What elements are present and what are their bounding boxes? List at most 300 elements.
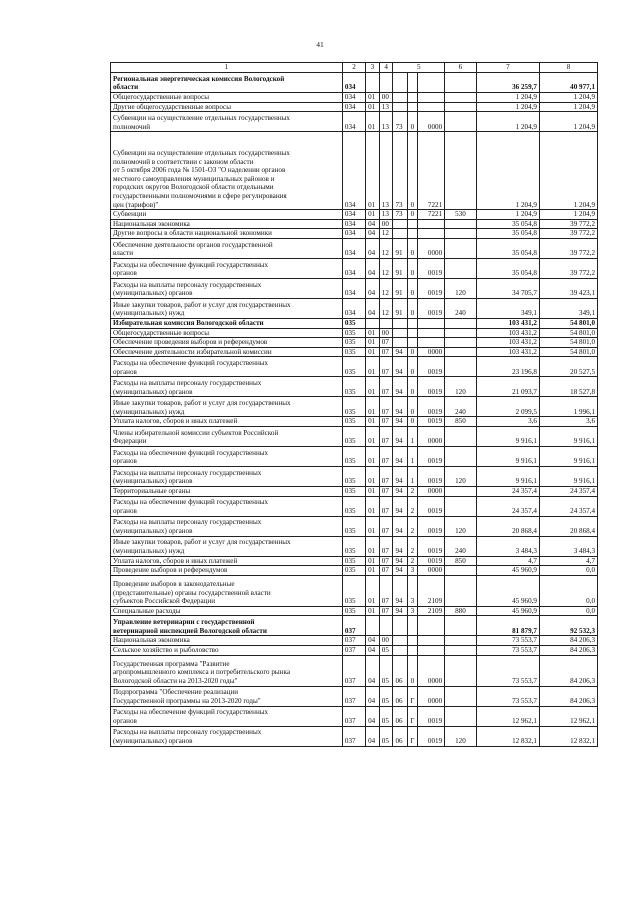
subprogram-code-cell: 0 (408, 258, 417, 278)
section-code-cell: 04 (366, 726, 380, 746)
direction-code-cell: 0019 (417, 536, 444, 556)
section-code-cell: 04 (366, 686, 380, 706)
table-row (111, 575, 598, 606)
row-name-cell: Общегосударственные вопросы (111, 93, 343, 103)
subprogram-code-cell (408, 338, 417, 348)
table-row (111, 706, 598, 726)
table-row (111, 73, 598, 93)
subprogram-code-cell (408, 636, 417, 646)
admin-code-cell: 035 (342, 466, 365, 486)
section-code-cell: 01 (366, 486, 380, 496)
expense-type-cell (445, 706, 477, 726)
expense-type-cell (445, 328, 477, 338)
row-name-cell: Расходы на выплаты персоналу государственных (муниципальных) органов (111, 466, 343, 486)
row-name-cell: Национальная экономика (111, 219, 343, 229)
amount-year1-cell: 1 204,9 (476, 102, 539, 112)
section-code-cell: 01 (366, 496, 380, 516)
amount-year2-cell: 1 204,9 (539, 102, 597, 112)
expense-type-cell: 120 (445, 726, 477, 746)
program-code-cell: 94 (393, 566, 408, 576)
subsection-code-cell: 05 (379, 726, 393, 746)
section-code-cell (366, 73, 380, 93)
section-code-cell: 04 (366, 219, 380, 229)
subprogram-code-cell: 2 (408, 486, 417, 496)
direction-code-cell: 0019 (417, 377, 444, 397)
row-name-cell: Субвенции на осуществление отдельных государственных полномочий (111, 112, 343, 132)
admin-code-cell: 037 (342, 616, 365, 636)
expense-type-cell (445, 347, 477, 357)
amount-year1-cell: 24 357,4 (476, 496, 539, 516)
amount-year1-cell: 1 204,9 (476, 210, 539, 220)
admin-code-cell: 035 (342, 338, 365, 348)
section-code-cell: 04 (366, 238, 380, 258)
program-code-cell: 94 (393, 575, 408, 606)
table-row (111, 318, 598, 328)
subsection-code-cell: 05 (379, 655, 393, 686)
direction-code-cell: 0019 (417, 496, 444, 516)
subprogram-code-cell: 2 (408, 516, 417, 536)
expense-type-cell: 240 (445, 536, 477, 556)
program-code-cell: 06 (393, 726, 408, 746)
amount-year2-cell: 54 801,0 (539, 338, 597, 348)
expense-type-cell (445, 258, 477, 278)
subprogram-code-cell: 1 (408, 426, 417, 446)
amount-year1-cell: 35 054,8 (476, 229, 539, 239)
direction-code-cell: 0019 (417, 446, 444, 466)
section-code-cell: 04 (366, 636, 380, 646)
amount-year1-cell: 103 431,2 (476, 328, 539, 338)
expense-type-cell (445, 112, 477, 132)
row-name-cell: Члены избирательной комиссии субъектов Российской Федерации (111, 426, 343, 446)
table-row (111, 726, 598, 746)
amount-year1-cell: 3 484,3 (476, 536, 539, 556)
subprogram-code-cell: 1 (408, 446, 417, 466)
amount-year2-cell: 9 916,1 (539, 446, 597, 466)
table-row (111, 496, 598, 516)
expense-type-cell (445, 426, 477, 446)
row-name-cell: Иные закупки товаров, работ и услуг для государственных (муниципальных) нужд (111, 536, 343, 556)
subprogram-code-cell: 0 (408, 132, 417, 210)
table-row (111, 446, 598, 466)
amount-year1-cell: 73 553,7 (476, 686, 539, 706)
subsection-code-cell: 07 (379, 357, 393, 377)
direction-code-cell (417, 102, 444, 112)
subprogram-code-cell (408, 93, 417, 103)
direction-code-cell: 0019 (417, 466, 444, 486)
section-code-cell (366, 318, 380, 328)
subsection-code-cell: 07 (379, 556, 393, 566)
amount-year2-cell: 1 204,9 (539, 93, 597, 103)
amount-year2-cell: 1 204,9 (539, 132, 597, 210)
row-name-cell: Общегосударственные вопросы (111, 328, 343, 338)
section-code-cell: 01 (366, 347, 380, 357)
subprogram-code-cell (408, 328, 417, 338)
subprogram-code-cell (408, 73, 417, 93)
row-name-cell: Обеспечение проведения выборов и референдумов (111, 338, 343, 348)
amount-year1-cell: 20 868,4 (476, 516, 539, 536)
amount-year1-cell: 12 832,1 (476, 726, 539, 746)
row-name-cell: Уплата налогов, сборов и иных платежей (111, 417, 343, 427)
amount-year1-cell: 9 916,1 (476, 426, 539, 446)
amount-year1-cell: 81 879,7 (476, 616, 539, 636)
program-code-cell: 94 (393, 397, 408, 417)
direction-code-cell: 0019 (417, 278, 444, 298)
amount-year2-cell: 24 357,4 (539, 496, 597, 516)
amount-year1-cell: 1 204,9 (476, 132, 539, 210)
section-code-cell: 04 (366, 706, 380, 726)
table-row (111, 566, 598, 576)
program-code-cell (393, 93, 408, 103)
subprogram-code-cell: 0 (408, 397, 417, 417)
admin-code-cell: 035 (342, 486, 365, 496)
subsection-code-cell (379, 73, 393, 93)
program-code-cell: 06 (393, 706, 408, 726)
amount-year2-cell: 39 772,2 (539, 229, 597, 239)
subprogram-code-cell: 0 (408, 278, 417, 298)
table-row (111, 466, 598, 486)
section-code-cell: 04 (366, 229, 380, 239)
amount-year2-cell: 9 916,1 (539, 466, 597, 486)
program-code-cell (393, 328, 408, 338)
subsection-code-cell: 13 (379, 102, 393, 112)
amount-year2-cell: 84 206,3 (539, 655, 597, 686)
table-row (111, 636, 598, 646)
section-code-cell: 01 (366, 556, 380, 566)
row-name-cell: Обеспечение деятельности органов государственной власти (111, 238, 343, 258)
subprogram-code-cell (408, 219, 417, 229)
table-row (111, 298, 598, 318)
subsection-code-cell: 12 (379, 238, 393, 258)
row-name-cell: Другие вопросы в области национальной экономики (111, 229, 343, 239)
subsection-code-cell: 00 (379, 219, 393, 229)
header-cell: 2 (342, 63, 365, 73)
row-name-cell: Территориальные органы (111, 486, 343, 496)
row-name-cell: Управление ветеринарии с государственной ветеринарной инспекцией Вологодской области (111, 616, 343, 636)
admin-code-cell: 034 (342, 210, 365, 220)
expense-type-cell (445, 686, 477, 706)
program-code-cell: 06 (393, 655, 408, 686)
subsection-code-cell: 12 (379, 258, 393, 278)
subsection-code-cell: 07 (379, 536, 393, 556)
admin-code-cell: 034 (342, 229, 365, 239)
expense-type-cell (445, 357, 477, 377)
section-code-cell: 01 (366, 377, 380, 397)
admin-code-cell: 034 (342, 93, 365, 103)
program-code-cell: 91 (393, 238, 408, 258)
expense-type-cell (445, 229, 477, 239)
subprogram-code-cell: 3 (408, 566, 417, 576)
table-row (111, 210, 598, 220)
table-row (111, 417, 598, 427)
row-name-cell: Национальная экономика (111, 636, 343, 646)
admin-code-cell: 035 (342, 397, 365, 417)
amount-year1-cell: 45 960,9 (476, 606, 539, 616)
section-code-cell: 01 (366, 575, 380, 606)
subprogram-code-cell: 0 (408, 210, 417, 220)
table-row (111, 655, 598, 686)
expense-type-cell (445, 575, 477, 606)
admin-code-cell: 035 (342, 357, 365, 377)
direction-code-cell (417, 636, 444, 646)
subprogram-code-cell: 2 (408, 536, 417, 556)
direction-code-cell: 0019 (417, 417, 444, 427)
admin-code-cell: 034 (342, 132, 365, 210)
section-code-cell: 01 (366, 446, 380, 466)
amount-year2-cell: 39 772,2 (539, 219, 597, 229)
table-row (111, 238, 598, 258)
amount-year2-cell: 92 532,3 (539, 616, 597, 636)
expense-type-cell (445, 645, 477, 655)
expense-type-cell: 850 (445, 556, 477, 566)
subprogram-code-cell: 0 (408, 357, 417, 377)
admin-code-cell: 034 (342, 219, 365, 229)
subprogram-code-cell: 0 (408, 112, 417, 132)
expense-type-cell (445, 486, 477, 496)
section-code-cell: 04 (366, 645, 380, 655)
table-row (111, 486, 598, 496)
admin-code-cell: 037 (342, 655, 365, 686)
expense-type-cell: 850 (445, 417, 477, 427)
program-code-cell: 73 (393, 132, 408, 210)
program-code-cell (393, 338, 408, 348)
section-code-cell: 01 (366, 210, 380, 220)
amount-year1-cell: 1 204,9 (476, 112, 539, 132)
section-code-cell: 01 (366, 338, 380, 348)
direction-code-cell (417, 645, 444, 655)
amount-year2-cell: 9 916,1 (539, 426, 597, 446)
subsection-code-cell: 07 (379, 338, 393, 348)
subprogram-code-cell: Г (408, 706, 417, 726)
direction-code-cell: 0000 (417, 655, 444, 686)
amount-year2-cell: 1 996,1 (539, 397, 597, 417)
subsection-code-cell: 13 (379, 112, 393, 132)
program-code-cell (393, 636, 408, 646)
row-name-cell: Иные закупки товаров, работ и услуг для государственных (муниципальных) нужд (111, 397, 343, 417)
header-cell: 7 (476, 63, 539, 73)
program-code-cell: 94 (393, 347, 408, 357)
table-row (111, 278, 598, 298)
amount-year1-cell: 73 553,7 (476, 636, 539, 646)
subprogram-code-cell (408, 616, 417, 636)
subsection-code-cell: 07 (379, 566, 393, 576)
amount-year2-cell: 4,7 (539, 556, 597, 566)
admin-code-cell: 035 (342, 347, 365, 357)
admin-code-cell: 035 (342, 606, 365, 616)
program-code-cell (393, 219, 408, 229)
expense-type-cell (445, 219, 477, 229)
amount-year2-cell: 20 527,5 (539, 357, 597, 377)
expense-type-cell (445, 73, 477, 93)
table-row (111, 357, 598, 377)
subprogram-code-cell: Г (408, 686, 417, 706)
header-cell: 8 (539, 63, 597, 73)
direction-code-cell: 0000 (417, 486, 444, 496)
program-code-cell: 94 (393, 516, 408, 536)
program-code-cell: 94 (393, 556, 408, 566)
expense-type-cell: 240 (445, 298, 477, 318)
admin-code-cell: 034 (342, 278, 365, 298)
table-row (111, 536, 598, 556)
direction-code-cell: 0000 (417, 238, 444, 258)
expense-type-cell: 120 (445, 278, 477, 298)
program-code-cell (393, 102, 408, 112)
expense-type-cell (445, 496, 477, 516)
amount-year2-cell: 84 206,3 (539, 636, 597, 646)
expense-type-cell (445, 132, 477, 210)
expense-type-cell (445, 636, 477, 646)
direction-code-cell: 0000 (417, 347, 444, 357)
row-name-cell: Подпрограмма "Обеспечение реализации Государственной программы на 2013-2020 годы" (111, 686, 343, 706)
expense-type-cell (445, 566, 477, 576)
table-row (111, 516, 598, 536)
row-name-cell: Проведение выборов в законодательные (представительные) органы государственной власти субъектов Российской Федерации (111, 575, 343, 606)
admin-code-cell: 037 (342, 726, 365, 746)
section-code-cell: 01 (366, 417, 380, 427)
subprogram-code-cell: 2 (408, 496, 417, 516)
table-row (111, 347, 598, 357)
subsection-code-cell: 07 (379, 496, 393, 516)
row-name-cell: Расходы на выплаты персоналу государственных (муниципальных) органов (111, 278, 343, 298)
subprogram-code-cell: 0 (408, 655, 417, 686)
expense-type-cell: 120 (445, 516, 477, 536)
subsection-code-cell: 00 (379, 328, 393, 338)
program-code-cell: 91 (393, 258, 408, 278)
subprogram-code-cell: 2 (408, 556, 417, 566)
header-cell: 1 (111, 63, 343, 73)
expense-type-cell: 120 (445, 377, 477, 397)
admin-code-cell: 035 (342, 556, 365, 566)
amount-year1-cell: 349,1 (476, 298, 539, 318)
row-name-cell: Иные закупки товаров, работ и услуг для государственных (муниципальных) нужд (111, 298, 343, 318)
amount-year2-cell: 39 772,2 (539, 238, 597, 258)
amount-year2-cell: 1 204,9 (539, 112, 597, 132)
row-name-cell: Субвенции (111, 210, 343, 220)
table-row (111, 112, 598, 132)
section-code-cell: 04 (366, 278, 380, 298)
direction-code-cell: 0019 (417, 556, 444, 566)
subsection-code-cell: 13 (379, 210, 393, 220)
direction-code-cell: 0019 (417, 726, 444, 746)
row-name-cell: Другие общегосударственные вопросы (111, 102, 343, 112)
amount-year2-cell: 0,0 (539, 606, 597, 616)
header-cell: 5 (393, 63, 445, 73)
expense-type-cell: 240 (445, 397, 477, 417)
expense-type-cell (445, 655, 477, 686)
direction-code-cell (417, 338, 444, 348)
subsection-code-cell: 07 (379, 575, 393, 606)
subsection-code-cell: 12 (379, 298, 393, 318)
program-code-cell (393, 616, 408, 636)
subsection-code-cell (379, 318, 393, 328)
section-code-cell: 01 (366, 112, 380, 132)
amount-year2-cell: 39 772,2 (539, 258, 597, 278)
section-code-cell: 01 (366, 93, 380, 103)
admin-code-cell: 034 (342, 112, 365, 132)
admin-code-cell: 035 (342, 566, 365, 576)
program-code-cell: 73 (393, 112, 408, 132)
table-row (111, 102, 598, 112)
amount-year1-cell: 9 916,1 (476, 466, 539, 486)
expense-type-cell (445, 616, 477, 636)
admin-code-cell: 035 (342, 328, 365, 338)
direction-code-cell: 2109 (417, 575, 444, 606)
section-code-cell: 01 (366, 426, 380, 446)
program-code-cell: 06 (393, 686, 408, 706)
expense-type-cell: 530 (445, 210, 477, 220)
table-row (111, 606, 598, 616)
amount-year1-cell: 1 204,9 (476, 93, 539, 103)
section-code-cell: 01 (366, 606, 380, 616)
expense-type-cell: 880 (445, 606, 477, 616)
amount-year2-cell: 3 484,3 (539, 536, 597, 556)
row-name-cell: Расходы на обеспечение функций государственных органов (111, 258, 343, 278)
section-code-cell: 01 (366, 466, 380, 486)
admin-code-cell: 035 (342, 516, 365, 536)
row-name-cell: Уплата налогов, сборов и иных платежей (111, 556, 343, 566)
direction-code-cell (417, 616, 444, 636)
direction-code-cell (417, 73, 444, 93)
amount-year1-cell: 103 431,2 (476, 318, 539, 328)
subprogram-code-cell: 3 (408, 575, 417, 606)
admin-code-cell: 037 (342, 706, 365, 726)
amount-year2-cell: 0,0 (539, 575, 597, 606)
direction-code-cell: 0000 (417, 686, 444, 706)
admin-code-cell: 037 (342, 636, 365, 646)
expense-type-cell (445, 238, 477, 258)
admin-code-cell: 034 (342, 102, 365, 112)
program-code-cell: 94 (393, 496, 408, 516)
expense-type-cell (445, 102, 477, 112)
section-code-cell: 01 (366, 328, 380, 338)
direction-code-cell: 0019 (417, 357, 444, 377)
amount-year1-cell: 23 196,8 (476, 357, 539, 377)
direction-code-cell (417, 219, 444, 229)
header-cell: 6 (445, 63, 477, 73)
page-number: 41 (316, 40, 324, 49)
amount-year1-cell: 3,6 (476, 417, 539, 427)
amount-year1-cell: 24 357,4 (476, 486, 539, 496)
subsection-code-cell (379, 616, 393, 636)
row-name-cell: Расходы на обеспечение функций государственных органов (111, 706, 343, 726)
expense-type-cell (445, 446, 477, 466)
amount-year2-cell: 12 832,1 (539, 726, 597, 746)
table-row (111, 132, 598, 210)
subsection-code-cell: 07 (379, 606, 393, 616)
admin-code-cell: 035 (342, 496, 365, 516)
program-code-cell: 94 (393, 357, 408, 377)
admin-code-cell: 037 (342, 645, 365, 655)
program-code-cell: 94 (393, 417, 408, 427)
direction-code-cell: 2109 (417, 606, 444, 616)
subsection-code-cell: 07 (379, 397, 393, 417)
table-row (111, 229, 598, 239)
expense-type-cell (445, 318, 477, 328)
row-name-cell: Сельское хозяйство и рыболовство (111, 645, 343, 655)
subsection-code-cell: 12 (379, 229, 393, 239)
amount-year2-cell: 54 801,0 (539, 328, 597, 338)
direction-code-cell: 0019 (417, 397, 444, 417)
subsection-code-cell: 07 (379, 377, 393, 397)
admin-code-cell: 035 (342, 318, 365, 328)
table-row (111, 645, 598, 655)
row-name-cell: Специальные расходы (111, 606, 343, 616)
subsection-code-cell: 07 (379, 486, 393, 496)
table-row (111, 338, 598, 348)
program-code-cell: 73 (393, 210, 408, 220)
amount-year2-cell: 20 868,4 (539, 516, 597, 536)
row-name-cell: Расходы на выплаты персоналу государственных (муниципальных) органов (111, 726, 343, 746)
amount-year1-cell: 73 553,7 (476, 655, 539, 686)
